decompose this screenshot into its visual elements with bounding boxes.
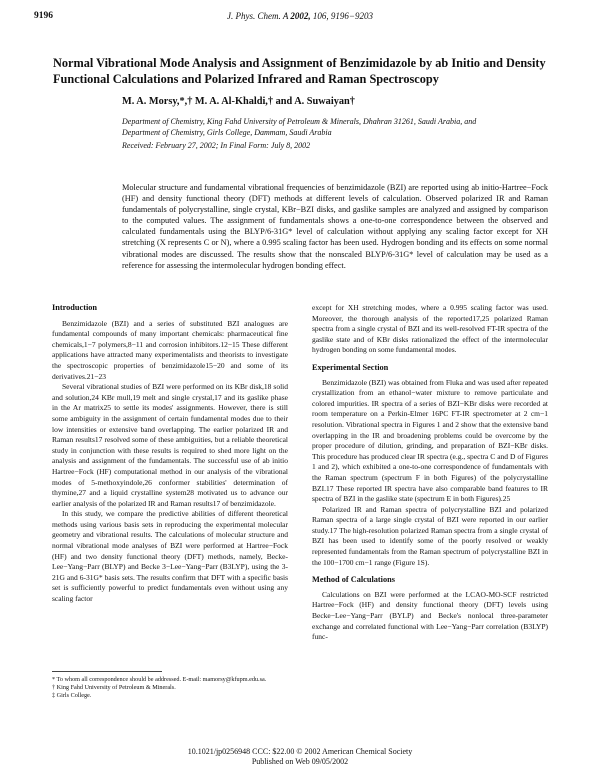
affiliations xyxy=(122,117,542,138)
method-paragraph-1: Calculations on BZI were performed at the LCAO-MO-SCF restricted Hartree−Fock (HF) and density functional theory (DFT) levels using Becke−Lee−Yang−Parr (BYLP) and Becke's nonlocal three-parameter exchange and correlated functional with Lee−Yang−Parr correlation (B3LYP) func- xyxy=(312,589,548,642)
intro-paragraph-2: Several vibrational studies of BZI were performed on its KBr disk,18 solid and solution,24 KBr mull,19 melt and single crystal,17 and its gaslike phase in the Ar matrix25 to settle its modes' assignments. However, there is still some ambiguity in the assignment of certain fundamental modes due to their low intensities or extensive band overlapping. The earlier polarized IR and Raman results17 resolved some of these ambiguities, but a reliable theoretical study in conjunction with these results is required to shed more light on the analysis and assignment of the fundamentals. The successful use of ab initio Hartree−Fock (HF) computational method in our analysis of the vibrational modes of 5-methoxyindole,26 conformer stabilities' determination of thymine,27 and a liquid crystalline system28 motivated us to advance our earlier analysis of the polarized IR and Raman results17 of benzimidazole. xyxy=(52,382,288,508)
footnote-correspondence: * To whom all correspondence should be addressed. E-mail: mamorsy@kfupm.edu.sa. xyxy=(52,676,267,683)
journal-name: J. Phys. Chem. A xyxy=(227,11,289,21)
abstract: Molecular structure and fundamental vibrational frequencies of benzimidazole (BZI) are reported using ab initio-Hartree−Fock (HF) and density functional theory (DFT) methods at different levels of calculation. Observed polarized IR and Raman fundamentals of polycrystalline, single crystal, KBr−BZI disks, and gaslike samples are analyzed and assigned by comparison to the computed values. The assignment of fundamentals shows a one-to-one correspondence between the observed and calculated fundamentals using the BLYP/6-31G* level of calculation without applying any scaling factor except for XH stretching (X represents C or N), where a 0.995 scaling factor has been used. Hydrogen bonding and its effects on some normal vibrational modes are discussed. The results show that the nonscaled BLYP/6-31G* level of calculation may be used as a reference for assessing the intermolecular hydrogen bonding effect. xyxy=(122,183,548,270)
page-number: 9196 xyxy=(34,11,53,21)
journal-citation xyxy=(0,11,600,21)
experimental-paragraph-2: Polarized IR and Raman spectra of polycrystalline BZI and polarized Raman spectra of a large single crystal of BZI were reported in our earlier study.17 The high-resolution polarized Raman spectra from a single crystal of BZI has been used to identify some of the poorly resolved or weakly represented fundamentals from the Raman spectrum of polycrystalline BZI in the 100−1700 cm−1 range (Figure 1S). xyxy=(312,504,548,567)
affiliation-1: Department of Chemistry, King Fahd University of Petroleum & Minerals, Dhahran 31261, Saudi Arabia, and xyxy=(122,117,477,126)
journal-volume-pages: 106, 9196−9203 xyxy=(312,11,373,21)
footer-doi-line: 10.1021/jp0256948 CCC: $22.00 © 2002 American Chemical Society xyxy=(187,747,413,756)
footnote-kfupm: † King Fahd University of Petroleum & Minerals. xyxy=(52,684,176,691)
footnote-rule xyxy=(52,671,162,672)
section-heading-introduction: Introduction xyxy=(52,303,98,312)
section-heading-experimental: Experimental Section xyxy=(312,362,389,372)
right-column xyxy=(312,303,548,643)
paper-title: Normal Vibrational Mode Analysis and Assignment of Benzimidazole by ab Initio and Density Functional Calculations and Polarized Infrared and Raman Spectroscopy xyxy=(53,56,546,86)
footer-published: Published on Web 09/05/2002 xyxy=(251,757,349,766)
author-list: M. A. Morsy,*,† M. A. Al-Khaldi,† and A. Suwaiyan† xyxy=(122,96,355,107)
intro-paragraph-3: In this study, we compare the predictive abilities of different theoretical methods using various basis sets in reproducing the experimental molecular geometry and vibrational results. The calculations of molecular structure and normal vibrational mode analyses of BZI were performed at Hartree−Fock (HF) and two density functional theory (DFT) methods, namely, Becke-Lee−Yang−Parr (BLYP) and Becke 3−Lee−Yang−Parr (B3LYP), using the 3-21G and 6-31G* basis sets. The results confirm that DFT with a specific basis set is sufficiently powerful to predict fundamentals even without using any scaling factor xyxy=(52,509,288,604)
affiliation-2: Department of Chemistry, Girls College, Dammam, Saudi Arabia xyxy=(122,127,332,137)
section-heading-method: Method of Calculations xyxy=(312,575,395,585)
intro-paragraph-1: Benzimidazole (BZI) and a series of substituted BZI analogues are fundamental compounds of many important chemicals: pharmaceutical fine chemicals,1−7 polymers,8−11 and corrosion inhibitors.12−15 These different applications have attracted many experimentalists and theorists to investigate the spectroscopic properties of benzimidazole15−20 and some of its derivatives.21−23 xyxy=(52,318,288,381)
footnotes xyxy=(52,676,288,700)
left-column xyxy=(52,303,288,605)
journal-year: 2002, xyxy=(290,11,311,21)
intro-paragraph-continued: except for XH stretching modes, where a 0.995 scaling factor was used. Moreover, the thorough analysis of the reported17,25 polarized Raman spectra from a single crystal of BZI and its well-resolved FT-IR spectra of the gaslike state and of KBr disks rationalized the effect of the intermolecular hydrogen bonding on some fundamental modes. xyxy=(312,303,548,355)
experimental-paragraph-1: Benzimidazole (BZI) was obtained from Fluka and was used after repeated crystallization from an ethanol−water mixture to remove particulate and colored impurities. IR spectra of a series of BZI−KBr disks were recorded at room temperature on a Perkin-Elmer 16PC FT-IR spectrometer at 2 cm−1 resolution. Vibrational spectra in Figures 1 and 2 show that the extensive band overlapping in the IR and broadening problems could be overcome by the proper procedure of dilution, grinding, and preparation of BZI−KBr disks. This procedure has produced clear IR spectra (e.g., spectra C and D of Figures 1 and 2), which exhibited a one-to-one correspondence of fundamentals with the Raman spectrum (spectrum F in both Figures) of the polycrystalline BZI.17 These reported IR spectra have also comparable band features to IR spectra of BZI in the gaslike state (spectrum E in both Figures).25 xyxy=(312,377,548,504)
received-dates: Received: February 27, 2002; In Final Form: July 8, 2002 xyxy=(122,141,311,150)
footnote-girls-college: ‡ Girls College. xyxy=(52,692,92,699)
